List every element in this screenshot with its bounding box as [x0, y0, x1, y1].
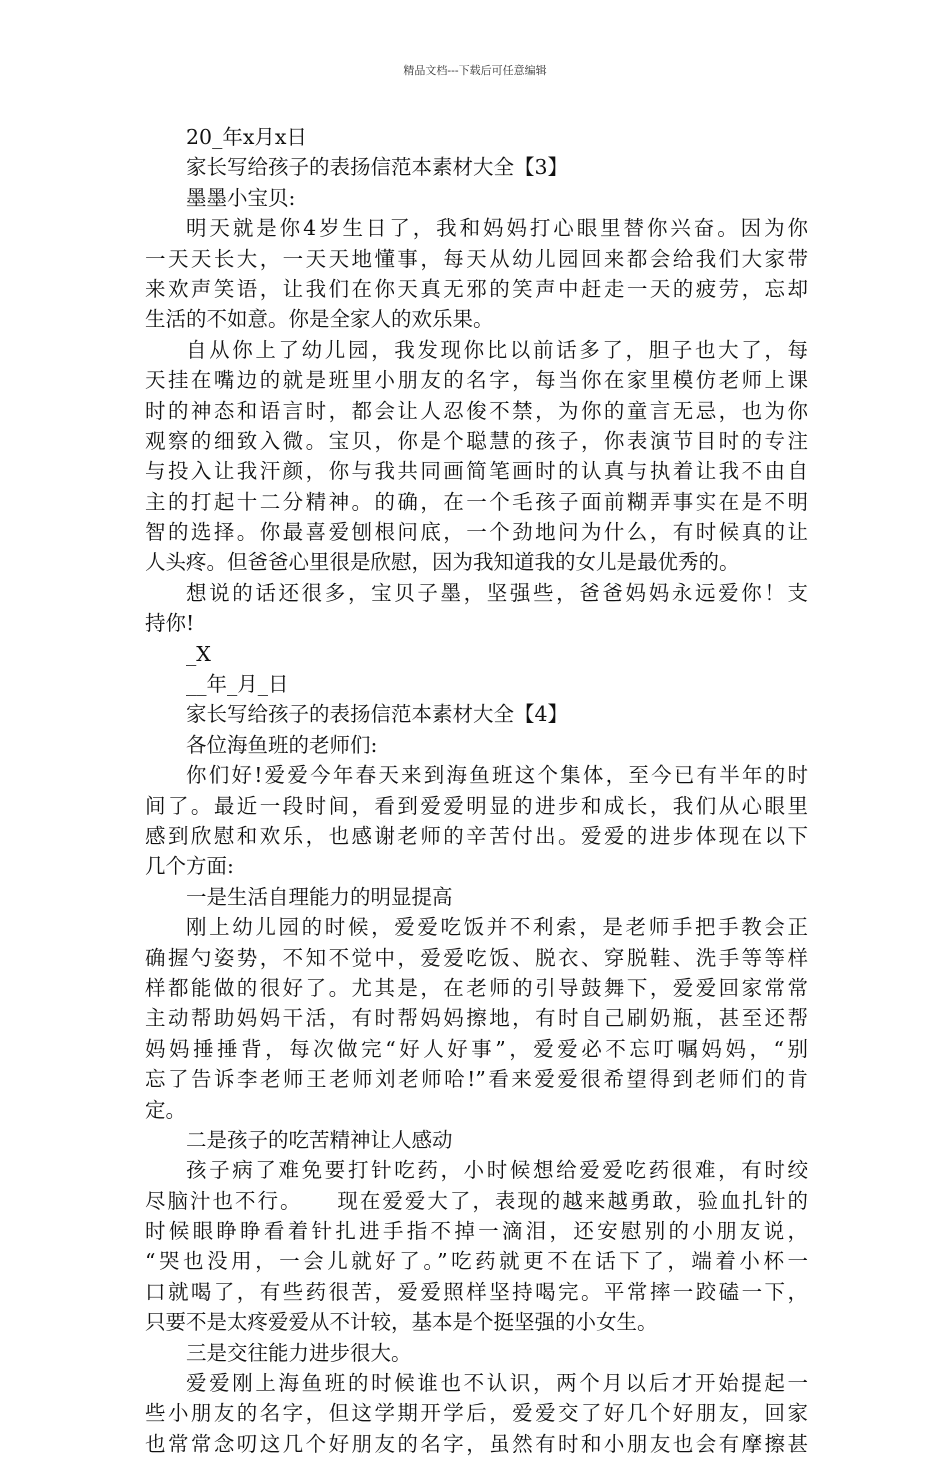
date-line: 20_年x月x日 [186, 125, 307, 149]
paragraph-line: 智的选择。你最喜爱刨根问底，一个劲地问为什么，有时候真的让 [145, 520, 808, 545]
paragraph-line: 也常常念叨这几个好朋友的名字，虽然有时和小朋友也会有摩擦甚 [145, 1431, 808, 1456]
signature-line: _X [186, 641, 211, 666]
paragraph-line: 忘了告诉李老师王老师刘老师哈!”看来爱爱很希望得到老师们的肯 [145, 1067, 808, 1092]
date-line: __年_月_日 [186, 672, 289, 697]
paragraph-line: 观察的细致入微。宝贝，你是个聪慧的孩子，你表演节目时的专注 [145, 428, 808, 453]
page-header: 精品文档---下载后可任意编辑 [403, 64, 547, 77]
paragraph-line: 一天天长大，一天天地懂事，每天从幼儿园回来都会给我们大家带 [145, 246, 808, 271]
paragraph-line: 来欢声笑语，让我们在你天真无邪的笑声中赶走一天的疲劳，忘却 [145, 276, 808, 301]
paragraph-line: 持你! [145, 611, 195, 636]
paragraph-line: 妈妈捶捶背，每次做完“好人好事”，爱爱必不忘叮嘱妈妈，“别 [145, 1036, 808, 1061]
salutation: 各位海鱼班的老师们: [186, 732, 378, 757]
paragraph-line: 间了。最近一段时间，看到爱爱明显的进步和成长，我们从心眼里 [145, 793, 808, 818]
paragraph-line: 明天就是你4岁生日了，我和妈妈打心眼里替你兴奋。因为你 [186, 216, 808, 241]
paragraph-line: 主的打起十二分精神。的确，在一个毛孩子面前糊弄事实在是不明 [145, 489, 808, 514]
paragraph-line: 生活的不如意。你是全家人的欢乐果。 [145, 307, 494, 332]
paragraph-line: 几个方面: [145, 854, 234, 879]
paragraph-line: 确握勺姿势，不知不觉中，爱爱吃饭、脱衣、穿脱鞋、洗手等等样 [145, 945, 808, 970]
paragraph-line: 想说的话还很多，宝贝子墨，坚强些，爸爸妈妈永远爱你！支 [186, 580, 808, 605]
paragraph-line: 只要不是太疼爱爱从不计较，基本是个挺坚强的小女生。 [145, 1310, 658, 1335]
paragraph-line: 你们好!爱爱今年春天来到海鱼班这个集体，至今已有半年的时 [186, 763, 808, 788]
paragraph-line: 些小朋友的名字，但这学期开学后，爱爱交了好几个好朋友，回家 [145, 1401, 808, 1426]
salutation: 墨墨小宝贝: [186, 185, 296, 210]
document-body [145, 122, 808, 1459]
paragraph-line: 刚上幼儿园的时候，爱爱吃饭并不利索，是老师手把手教会正 [186, 915, 808, 940]
paragraph-line: 定。 [145, 1097, 186, 1122]
paragraph-line: “哭也没用，一会儿就好了。”吃药就更不在话下了，端着小杯一 [145, 1249, 808, 1274]
paragraph-line: 时候眼睁睁看着针扎进手指不掉一滴泪，还安慰别的小朋友说， [145, 1219, 808, 1244]
paragraph-line: 主动帮助妈妈干活，有时帮妈妈擦地，有时自己刷奶瓶，甚至还帮 [145, 1006, 808, 1031]
paragraph-line: 口就喝了，有些药很苦，爱爱照样坚持喝完。平常摔一跤磕一下， [145, 1279, 808, 1304]
section-title-3: 家长写给孩子的表扬信范本素材大全【3】 [186, 155, 569, 180]
paragraph-line: 孩子病了难免要打针吃药，小时候想给爱爱吃药很难，有时绞 [186, 1158, 808, 1183]
section-title-4: 家长写给孩子的表扬信范本素材大全【4】 [186, 702, 569, 727]
paragraph-line: 天挂在嘴边的就是班里小朋友的名字，每当你在家里模仿老师上课 [145, 368, 808, 393]
paragraph-line: 感到欣慰和欢乐，也感谢老师的辛苦付出。爱爱的进步体现在以下 [145, 823, 808, 848]
subheading: 一是生活自理能力的明显提高 [186, 884, 453, 909]
paragraph-line: 人头疼。但爸爸心里很是欣慰，因为我知道我的女儿是最优秀的。 [145, 550, 740, 575]
paragraph-line: 自从你上了幼儿园，我发现你比以前话多了，胆子也大了，每 [186, 337, 808, 362]
paragraph-line: 尽脑汁也不行。 现在爱爱大了，表现的越来越勇敢，验血扎针的 [145, 1188, 808, 1213]
subheading: 三是交往能力进步很大。 [186, 1340, 412, 1365]
subheading: 二是孩子的吃苦精神让人感动 [186, 1127, 453, 1152]
paragraph-line: 爱爱刚上海鱼班的时候谁也不认识，两个月以后才开始提起一 [186, 1371, 808, 1396]
paragraph-line: 样都能做的很好了。尤其是，在老师的引导鼓舞下，爱爱回家常常 [145, 975, 808, 1000]
paragraph-line: 与投入让我汗颜，你与我共同画简笔画时的认真与执着让我不由自 [145, 459, 808, 484]
paragraph-line: 时的神态和语言时，都会让人忍俊不禁，为你的童言无忌，也为你 [145, 398, 808, 423]
